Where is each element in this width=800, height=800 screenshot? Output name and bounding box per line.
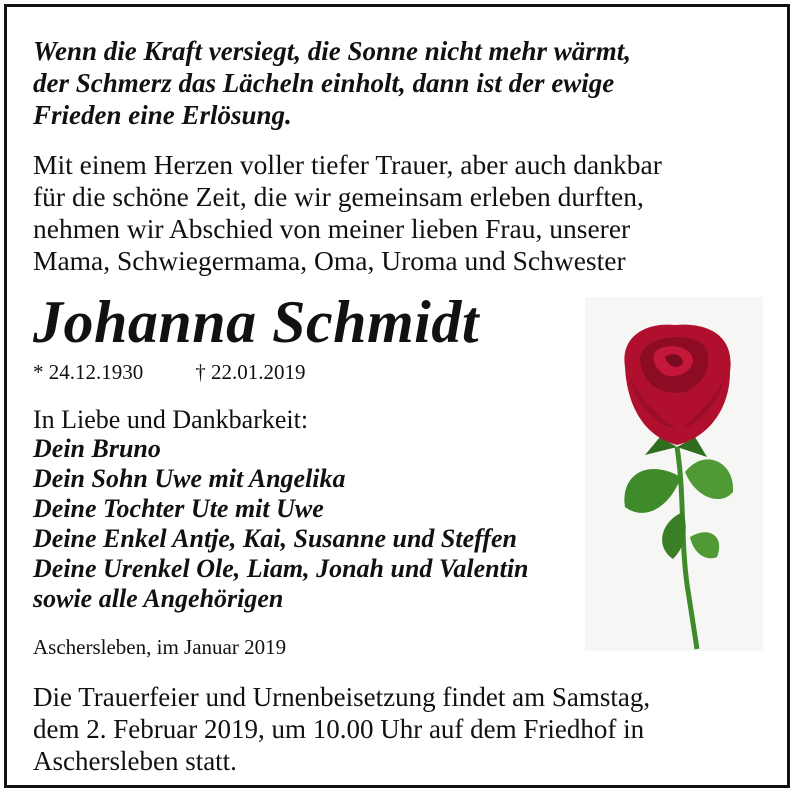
mourners-lead: In Liebe und Dankbarkeit: (33, 405, 309, 434)
funeral-line: Aschersleben statt. (33, 746, 237, 776)
mourner-line: Dein Bruno (33, 434, 161, 463)
mourner-line: Deine Urenkel Ole, Liam, Jonah und Valentin (33, 554, 529, 583)
quote-line: der Schmerz das Lächeln einholt, dann ist der ewige (33, 68, 615, 98)
mourner-line: Deine Enkel Antje, Kai, Susanne und Steffen (33, 524, 517, 553)
deceased-name: Johanna Schmidt (33, 289, 479, 355)
quote-line: Wenn die Kraft versiegt, die Sonne nicht mehr wärmt, (33, 36, 632, 66)
life-dates (33, 359, 306, 385)
funeral-line: dem 2. Februar 2019, um 10.00 Uhr auf dem Friedhof in (33, 714, 645, 744)
intro-line: Mama, Schwiegermama, Oma, Uroma und Schwester (33, 245, 626, 276)
quote-block (33, 35, 631, 131)
intro-line: nehmen wir Abschied von meiner lieben Frau, unserer (33, 213, 631, 244)
obituary-notice (4, 4, 790, 788)
place-date: Aschersleben, im Januar 2019 (33, 635, 287, 659)
quote-line: Frieden eine Erlösung. (33, 100, 292, 130)
red-rose-icon (585, 297, 763, 651)
intro-text (33, 149, 662, 277)
intro-line: für die schöne Zeit, die wir gemeinsam erleben durften, (33, 181, 644, 212)
intro-line: Mit einem Herzen voller tiefer Trauer, aber auch dankbar (33, 149, 662, 180)
funeral-info (33, 681, 650, 777)
mourner-line: sowie alle Angehörigen (33, 584, 284, 613)
birth-date: * 24.12.1930 (33, 360, 144, 384)
mourners-list (33, 434, 529, 614)
mourner-line: Deine Tochter Ute mit Uwe (33, 494, 324, 523)
death-date: † 22.01.2019 (195, 360, 306, 384)
mourner-line: Dein Sohn Uwe mit Angelika (33, 464, 346, 493)
funeral-line: Die Trauerfeier und Urnenbeisetzung findet am Samstag, (33, 682, 651, 712)
